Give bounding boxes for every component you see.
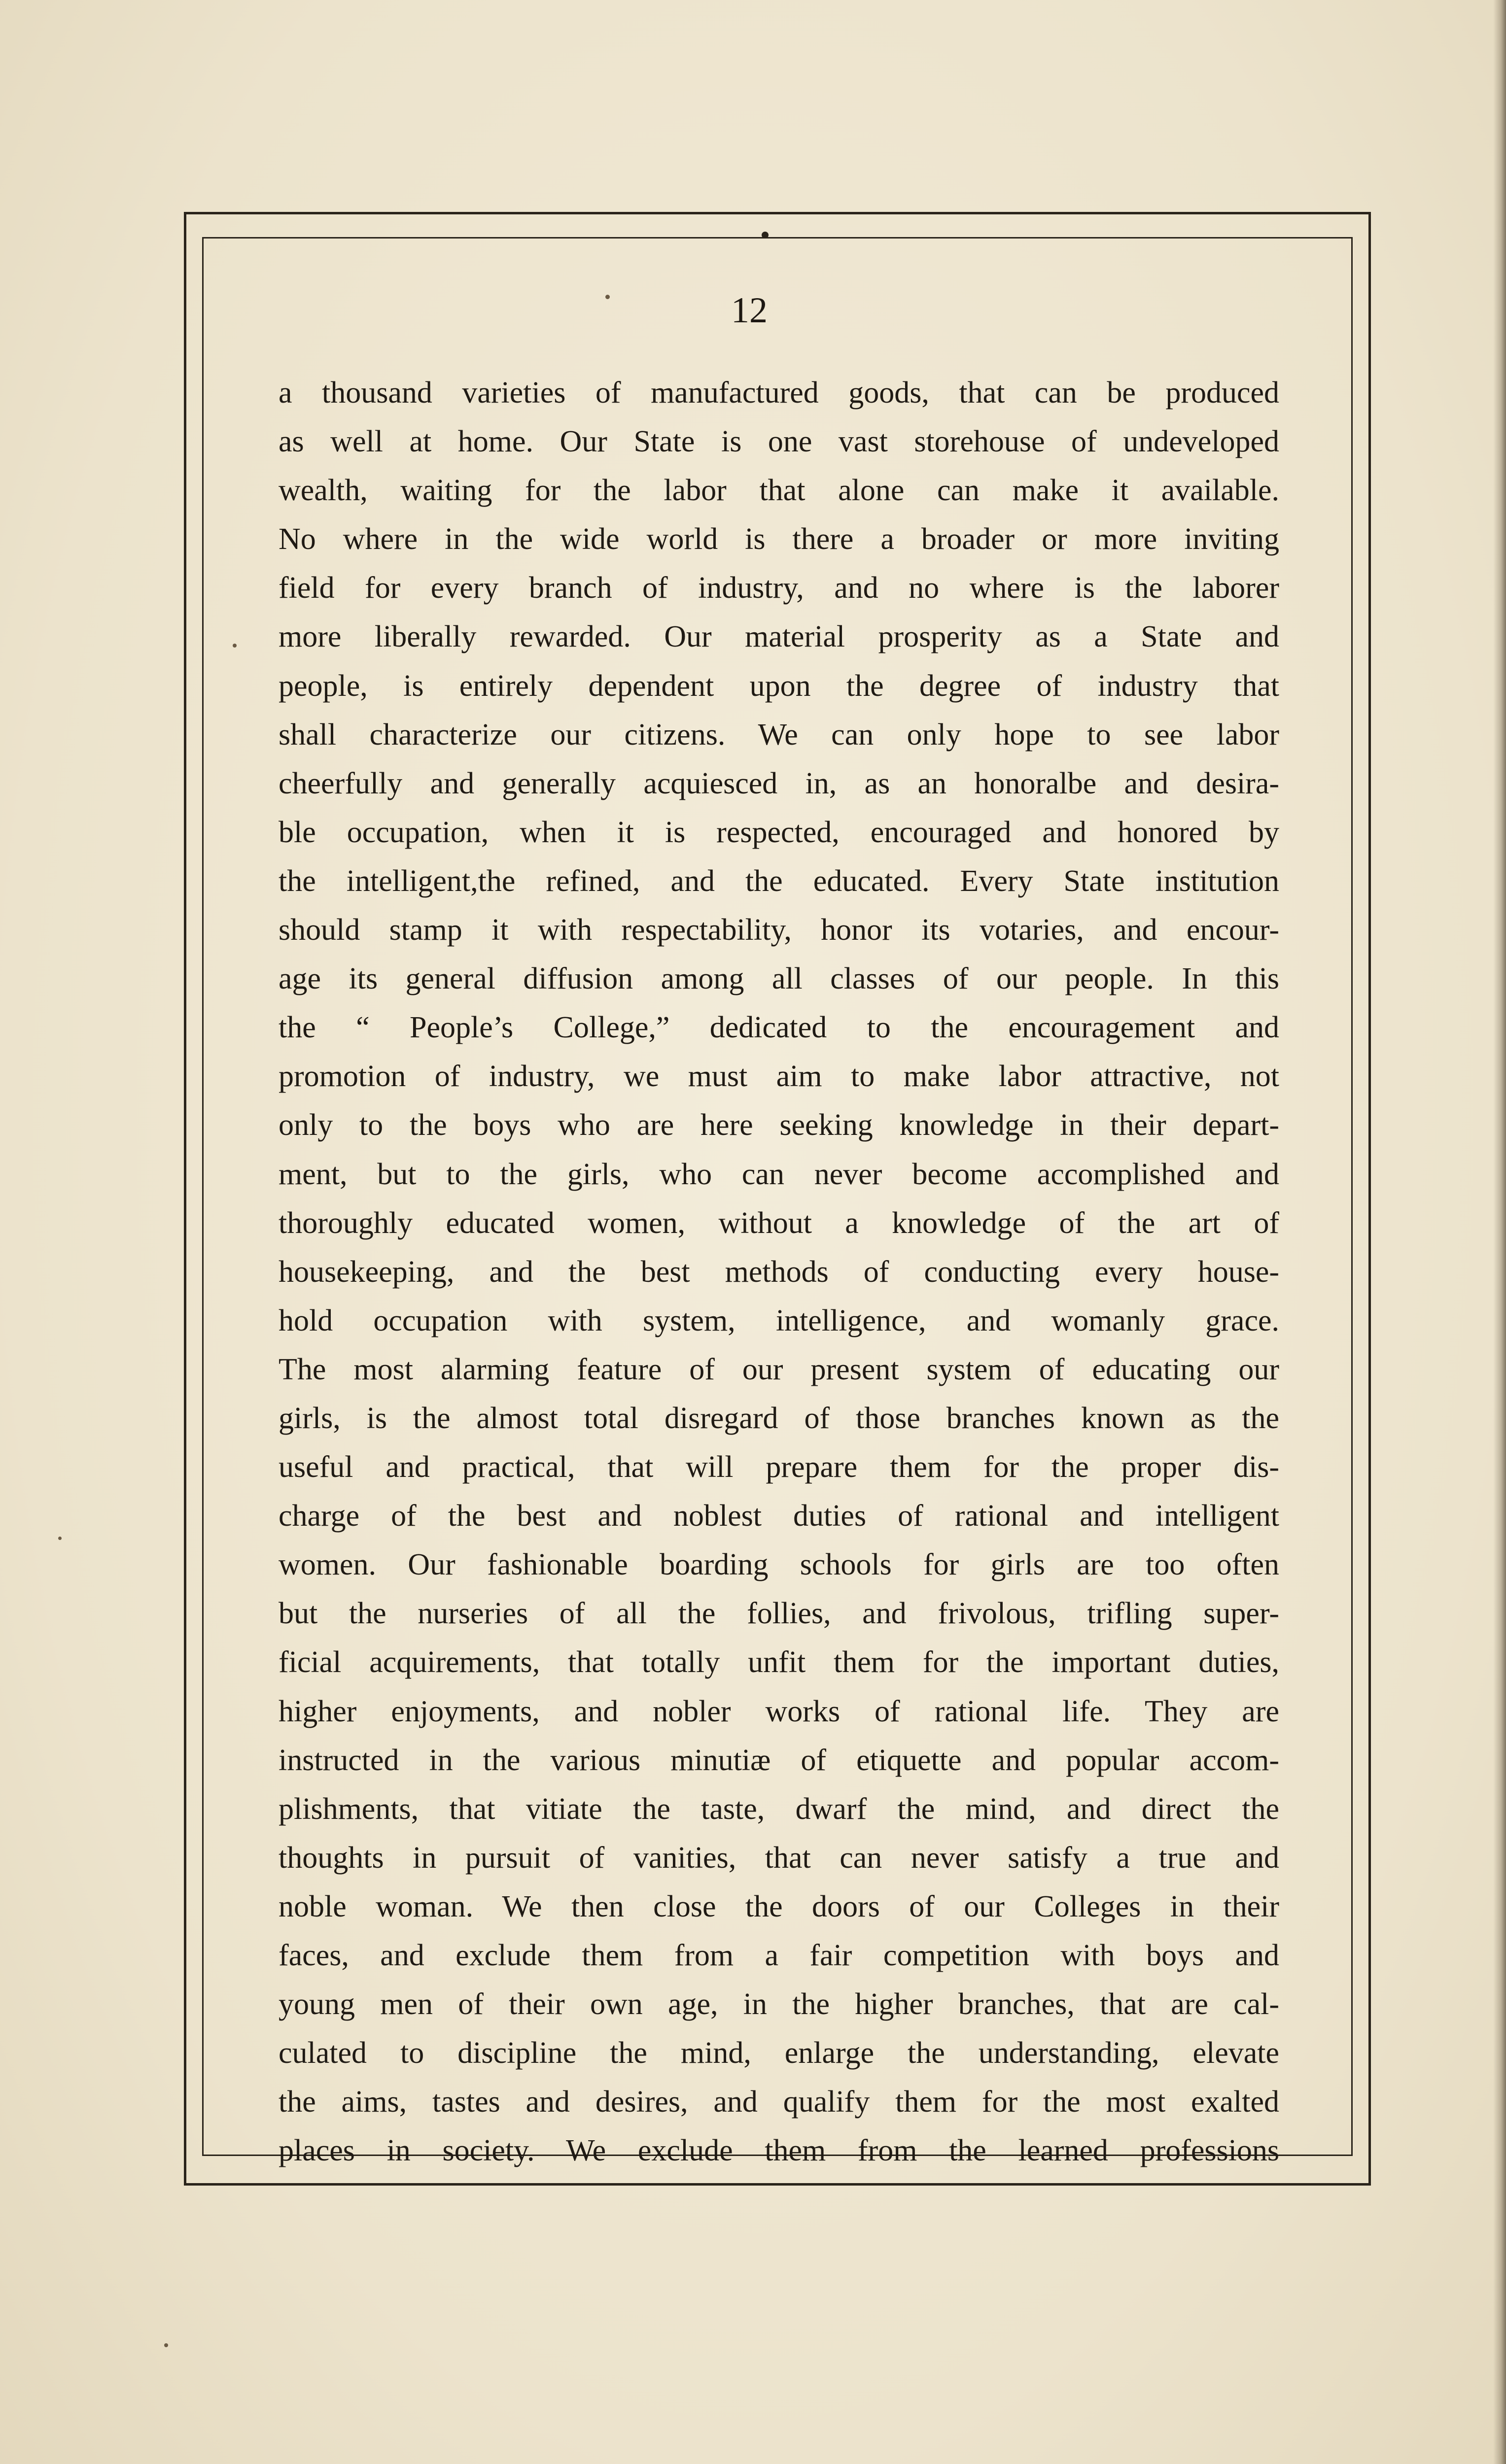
text-line: age its general diffusion among all classes of our people. In this [279, 962, 1279, 996]
text-line: plishments, that vitiate the taste, dwarf the mind, and direct the [279, 1792, 1279, 1826]
text-line: should stamp it with respectability, honor its votaries, and encour- [279, 913, 1279, 947]
text-line: charge of the best and noblest duties of rational and intelligent [279, 1499, 1279, 1533]
page-number: 12 [731, 290, 768, 331]
text-line: girls, is the almost total disregard of those branches known as the [279, 1401, 1279, 1435]
text-line: ble occupation, when it is respected, encouraged and honored by [279, 815, 1279, 849]
ink-speck [164, 2343, 168, 2347]
text-line: thoroughly educated women, without a knowledge of the art of [279, 1206, 1279, 1240]
text-line: ment, but to the girls, who can never become accomplished and [279, 1157, 1279, 1191]
text-line: as well at home. Our State is one vast storehouse of undeveloped [279, 425, 1279, 459]
text-line: more liberally rewarded. Our material prosperity as a State and [279, 620, 1279, 654]
text-line: noble woman. We then close the doors of our Colleges in their [279, 1889, 1279, 1923]
text-line: the intelligent,the refined, and the educated. Every State institution [279, 864, 1279, 898]
text-line: people, is entirely dependent upon the degree of industry that [279, 669, 1279, 703]
text-line: ficial acquirements, that totally unfit them for the important duties, [279, 1645, 1279, 1679]
text-line: the aims, tastes and desires, and qualify them for the most exalted [279, 2085, 1279, 2119]
text-line: promotion of industry, we must aim to make labor attractive, not [279, 1060, 1279, 1094]
text-line: No where in the wide world is there a broader or more inviting [279, 522, 1279, 556]
body-text [279, 369, 1279, 2175]
page-edge-shadow [1493, 0, 1506, 2464]
text-line: housekeeping, and the best methods of conducting every house- [279, 1255, 1279, 1289]
ink-speck [605, 295, 610, 299]
text-line: culated to discipline the mind, enlarge the understanding, elevate [279, 2036, 1279, 2070]
text-line: higher enjoyments, and nobler works of rational life. They are [279, 1694, 1279, 1728]
text-line: instructed in the various minutiæ of etiquette and popular accom- [279, 1743, 1279, 1777]
frame-ornament-dot [762, 232, 769, 239]
text-line: The most alarming feature of our present system of educating our [279, 1352, 1279, 1386]
text-line: women. Our fashionable boarding schools for girls are too often [279, 1548, 1279, 1582]
text-line: only to the boys who are here seeking knowledge in their depart- [279, 1108, 1279, 1142]
text-line: places in society. We exclude them from the learned professions [279, 2134, 1279, 2168]
text-line: hold occupation with system, intelligence, and womanly grace. [279, 1303, 1279, 1337]
text-line: wealth, waiting for the labor that alone can make it available. [279, 474, 1279, 508]
text-line: cheerfully and generally acquiesced in, as an honoralbe and desira- [279, 766, 1279, 800]
text-line: young men of their own age, in the higher branches, that are cal- [279, 1987, 1279, 2021]
text-line: but the nurseries of all the follies, and frivolous, trifling super- [279, 1597, 1279, 1631]
text-line: useful and practical, that will prepare them for the proper dis- [279, 1450, 1279, 1484]
text-line: shall characterize our citizens. We can only hope to see labor [279, 718, 1279, 752]
text-line: faces, and exclude them from a fair competition with boys and [279, 1939, 1279, 1972]
text-line: the “ People’s College,” dedicated to the encouragement and [279, 1011, 1279, 1045]
text-line: a thousand varieties of manufactured goods, that can be produced [279, 376, 1279, 410]
text-line: field for every branch of industry, and no where is the laborer [279, 571, 1279, 605]
ink-speck [233, 644, 237, 648]
ink-speck [58, 1537, 62, 1540]
text-line: thoughts in pursuit of vanities, that can never satisfy a true and [279, 1841, 1279, 1875]
